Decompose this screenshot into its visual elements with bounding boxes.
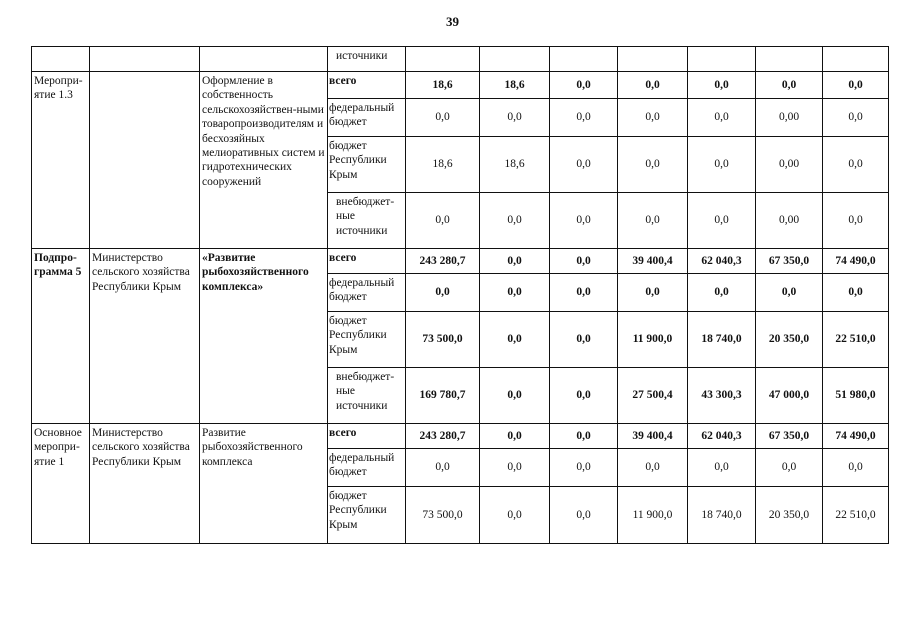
funding-source-cell: бюджет Республики Крым (328, 137, 406, 193)
amount-cell: 11 900,0 (618, 487, 688, 544)
amount-cell: 0,0 (550, 312, 618, 368)
table-row (32, 72, 889, 99)
amount-cell: 18,6 (406, 137, 480, 193)
amount-cell: 51 980,0 (823, 368, 889, 424)
table-row (32, 249, 889, 274)
amount-cell: 0,0 (480, 249, 550, 274)
amount-cell: 0,0 (823, 99, 889, 137)
executor-cell: Министерство сельского хозяйства Республики Крым (90, 424, 200, 544)
table-row (32, 424, 889, 449)
amount-cell: 73 500,0 (406, 312, 480, 368)
amount-cell: 0,0 (823, 72, 889, 99)
amount-cell: 18,6 (480, 72, 550, 99)
amount-cell: 18,6 (480, 137, 550, 193)
amount-cell: 0,0 (550, 249, 618, 274)
amount-cell: 0,0 (480, 449, 550, 487)
amount-cell: 243 280,7 (406, 424, 480, 449)
amount-cell: 0,0 (823, 449, 889, 487)
amount-cell (823, 47, 889, 72)
amount-cell: 0,0 (823, 137, 889, 193)
amount-cell: 0,0 (756, 274, 823, 312)
row-label-cell: Подпро-грамма 5 (32, 249, 90, 424)
amount-cell: 0,0 (756, 72, 823, 99)
amount-cell: 0,00 (756, 137, 823, 193)
amount-cell: 0,0 (618, 72, 688, 99)
funding-source-cell: всего (328, 72, 406, 99)
funding-source-cell: всего (328, 249, 406, 274)
amount-cell: 0,0 (550, 193, 618, 249)
amount-cell: 243 280,7 (406, 249, 480, 274)
amount-cell: 0,0 (480, 193, 550, 249)
amount-cell (756, 47, 823, 72)
amount-cell (688, 47, 756, 72)
measure-title-cell: Развитие рыбохозяйственного комплекса (200, 424, 328, 544)
amount-cell: 74 490,0 (823, 249, 889, 274)
amount-cell: 0,0 (406, 99, 480, 137)
amount-cell: 0,0 (550, 368, 618, 424)
measure-title-cell: Оформление в собственность сельскохозяйствен-ными товаропроизводителям и бесхозяйных мелиоративных систем и гидротехнических сооружений (200, 72, 328, 249)
amount-cell: 0,0 (550, 99, 618, 137)
amount-cell: 0,0 (480, 274, 550, 312)
amount-cell: 0,0 (480, 312, 550, 368)
row-label-cell: Основное меропри-ятие 1 (32, 424, 90, 544)
amount-cell: 0,0 (618, 193, 688, 249)
amount-cell (550, 47, 618, 72)
amount-cell: 0,0 (823, 193, 889, 249)
executor-cell (90, 72, 200, 249)
amount-cell: 0,0 (480, 368, 550, 424)
amount-cell: 11 900,0 (618, 312, 688, 368)
amount-cell: 0,0 (618, 449, 688, 487)
amount-cell: 0,0 (756, 449, 823, 487)
amount-cell: 0,0 (823, 274, 889, 312)
amount-cell: 18 740,0 (688, 487, 756, 544)
amount-cell: 169 780,7 (406, 368, 480, 424)
amount-cell: 74 490,0 (823, 424, 889, 449)
amount-cell: 62 040,3 (688, 249, 756, 274)
amount-cell: 0,0 (550, 449, 618, 487)
amount-cell: 0,0 (480, 99, 550, 137)
funding-source-cell: источники (328, 47, 406, 72)
amount-cell: 18,6 (406, 72, 480, 99)
executor-cell: Министерство сельского хозяйства Республики Крым (90, 249, 200, 424)
amount-cell: 18 740,0 (688, 312, 756, 368)
amount-cell: 0,0 (688, 449, 756, 487)
amount-cell: 0,0 (406, 193, 480, 249)
row-label-cell: Меропри-ятие 1.3 (32, 72, 90, 249)
funding-source-cell: федеральный бюджет (328, 449, 406, 487)
measure-title-cell (200, 47, 328, 72)
amount-cell: 20 350,0 (756, 487, 823, 544)
amount-cell: 0,0 (550, 487, 618, 544)
amount-cell: 0,0 (550, 137, 618, 193)
amount-cell: 0,0 (688, 137, 756, 193)
amount-cell: 39 400,4 (618, 424, 688, 449)
table-row (32, 47, 889, 72)
funding-source-cell: внебюджет-ные источники (328, 193, 406, 249)
executor-cell (90, 47, 200, 72)
amount-cell: 0,0 (550, 72, 618, 99)
amount-cell: 67 350,0 (756, 424, 823, 449)
amount-cell: 0,00 (756, 193, 823, 249)
measure-title-cell: «Развитие рыбохозяйственного комплекса» (200, 249, 328, 424)
amount-cell: 0,0 (406, 274, 480, 312)
amount-cell: 43 300,3 (688, 368, 756, 424)
amount-cell: 0,0 (406, 449, 480, 487)
amount-cell: 0,0 (688, 99, 756, 137)
funding-source-cell: федеральный бюджет (328, 99, 406, 137)
amount-cell: 0,0 (618, 274, 688, 312)
funding-source-cell: бюджет Республики Крым (328, 487, 406, 544)
amount-cell: 47 000,0 (756, 368, 823, 424)
page-number: 39 (446, 14, 459, 29)
amount-cell: 0,0 (480, 487, 550, 544)
amount-cell: 73 500,0 (406, 487, 480, 544)
amount-cell: 0,0 (550, 424, 618, 449)
amount-cell: 0,0 (550, 274, 618, 312)
amount-cell: 0,00 (756, 99, 823, 137)
amount-cell: 0,0 (618, 99, 688, 137)
amount-cell (618, 47, 688, 72)
amount-cell: 20 350,0 (756, 312, 823, 368)
amount-cell: 0,0 (688, 193, 756, 249)
funding-source-cell: федеральный бюджет (328, 274, 406, 312)
amount-cell: 22 510,0 (823, 487, 889, 544)
amount-cell (480, 47, 550, 72)
amount-cell: 0,0 (688, 72, 756, 99)
amount-cell: 62 040,3 (688, 424, 756, 449)
funding-source-cell: всего (328, 424, 406, 449)
amount-cell: 0,0 (480, 424, 550, 449)
amount-cell (406, 47, 480, 72)
amount-cell: 67 350,0 (756, 249, 823, 274)
amount-cell: 0,0 (688, 274, 756, 312)
amount-cell: 27 500,4 (618, 368, 688, 424)
funding-source-cell: внебюджет-ные источники (328, 368, 406, 424)
funding-source-cell: бюджет Республики Крым (328, 312, 406, 368)
row-label-cell (32, 47, 90, 72)
amount-cell: 0,0 (618, 137, 688, 193)
amount-cell: 22 510,0 (823, 312, 889, 368)
budget-table (31, 46, 889, 544)
amount-cell: 39 400,4 (618, 249, 688, 274)
